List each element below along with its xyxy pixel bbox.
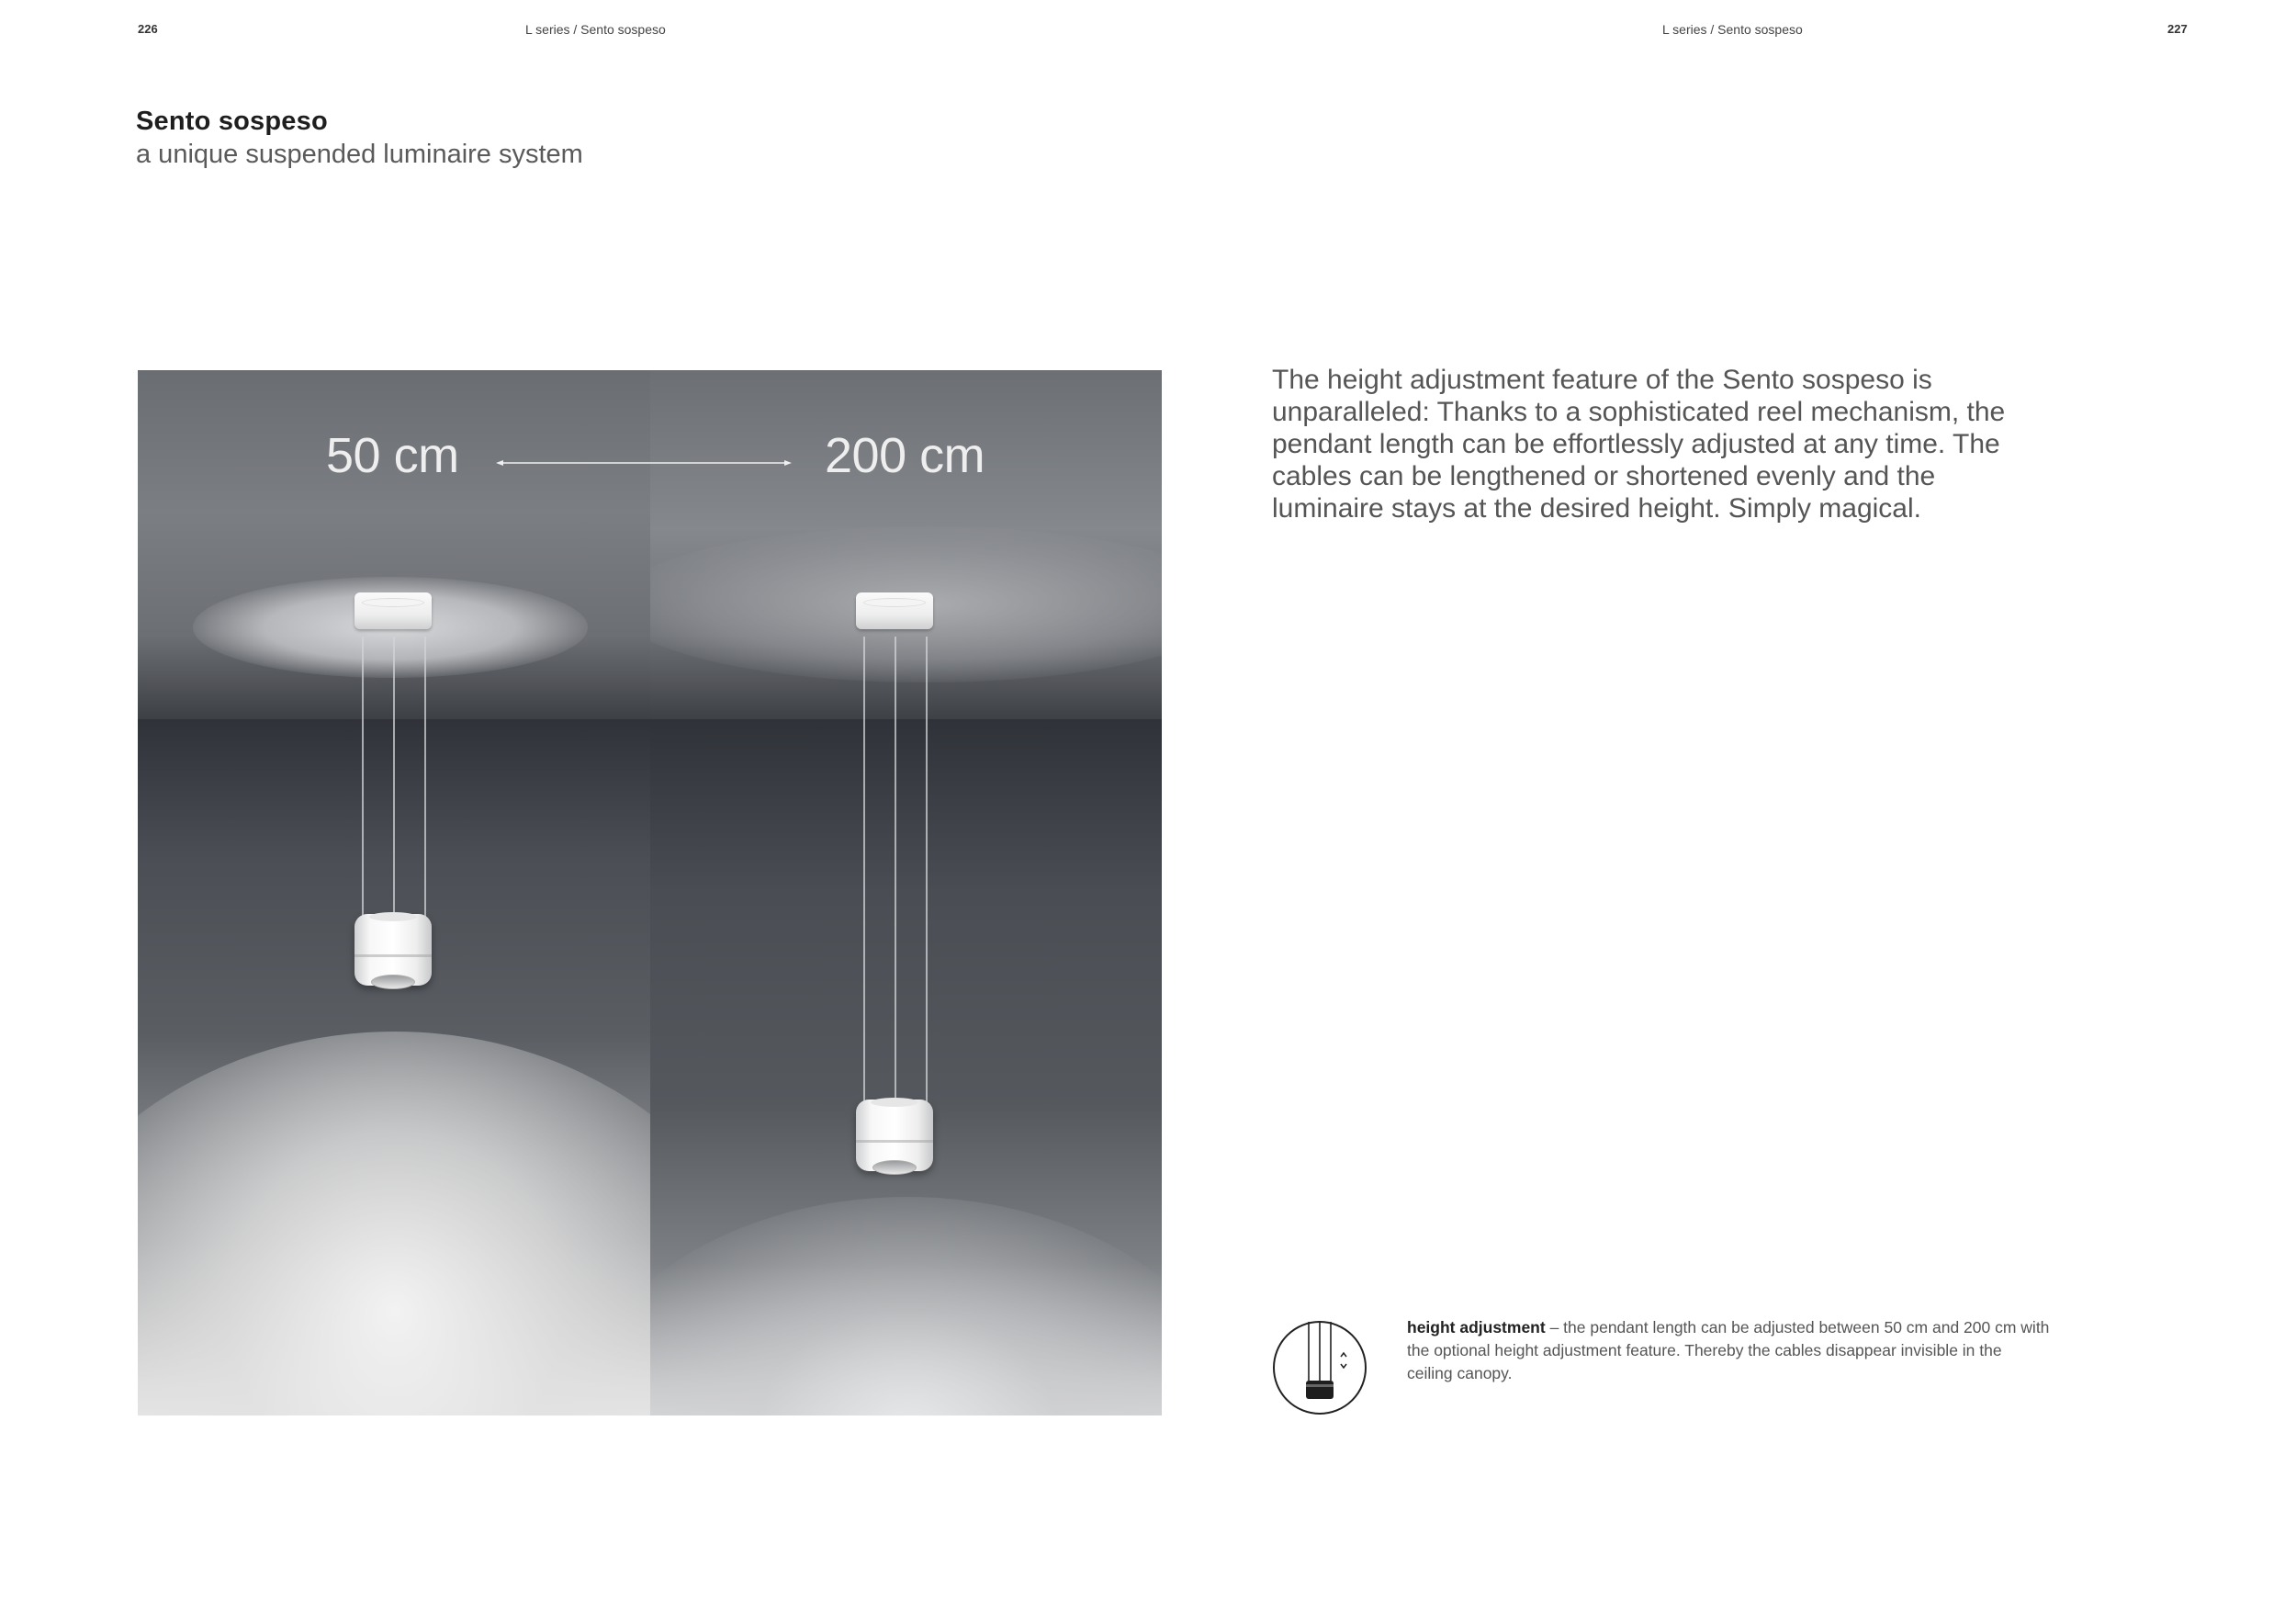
page-subtitle: a unique suspended luminaire system: [136, 140, 583, 169]
right-page-number: 227: [2167, 22, 2188, 36]
height-adjustment-icon: [1272, 1320, 1367, 1415]
right-running-title: L series / Sento sospeso: [1662, 22, 1803, 37]
feature-note: [1407, 1316, 2050, 1385]
photo-panel-short: [138, 370, 650, 1415]
feature-note-text: – the pendant length can be adjusted between 50 cm and 200 cm with the optional height adjustment feature. Thereby the cables disappear invisible in the ceiling canopy.: [1407, 1318, 2050, 1382]
pendant-lamp: [856, 1100, 933, 1171]
feature-note-term: height adjustment: [1407, 1318, 1546, 1336]
body-paragraph: The height adjustment feature of the Sento sospeso is unparalleled: Thanks to a sophisticated reel mechanism, the pendant length can be effortlessly adjusted at any time. The cables can be lengthened or shortened evenly and the luminaire stays at the desired height. Simply magical.: [1272, 365, 2006, 524]
page-title: Sento sospeso: [136, 107, 328, 136]
left-running-title: L series / Sento sospeso: [525, 22, 666, 37]
length-label-min: 50 cm: [326, 428, 459, 483]
pendant-lamp: [355, 914, 432, 986]
ceiling-canopy: [355, 592, 432, 629]
double-arrow-icon: [496, 458, 792, 468]
photo-panel-long: [650, 370, 1162, 1415]
ceiling-canopy: [856, 592, 933, 629]
product-photo: [138, 370, 1162, 1415]
length-label-max: 200 cm: [825, 428, 985, 483]
left-page-number: 226: [138, 22, 158, 36]
